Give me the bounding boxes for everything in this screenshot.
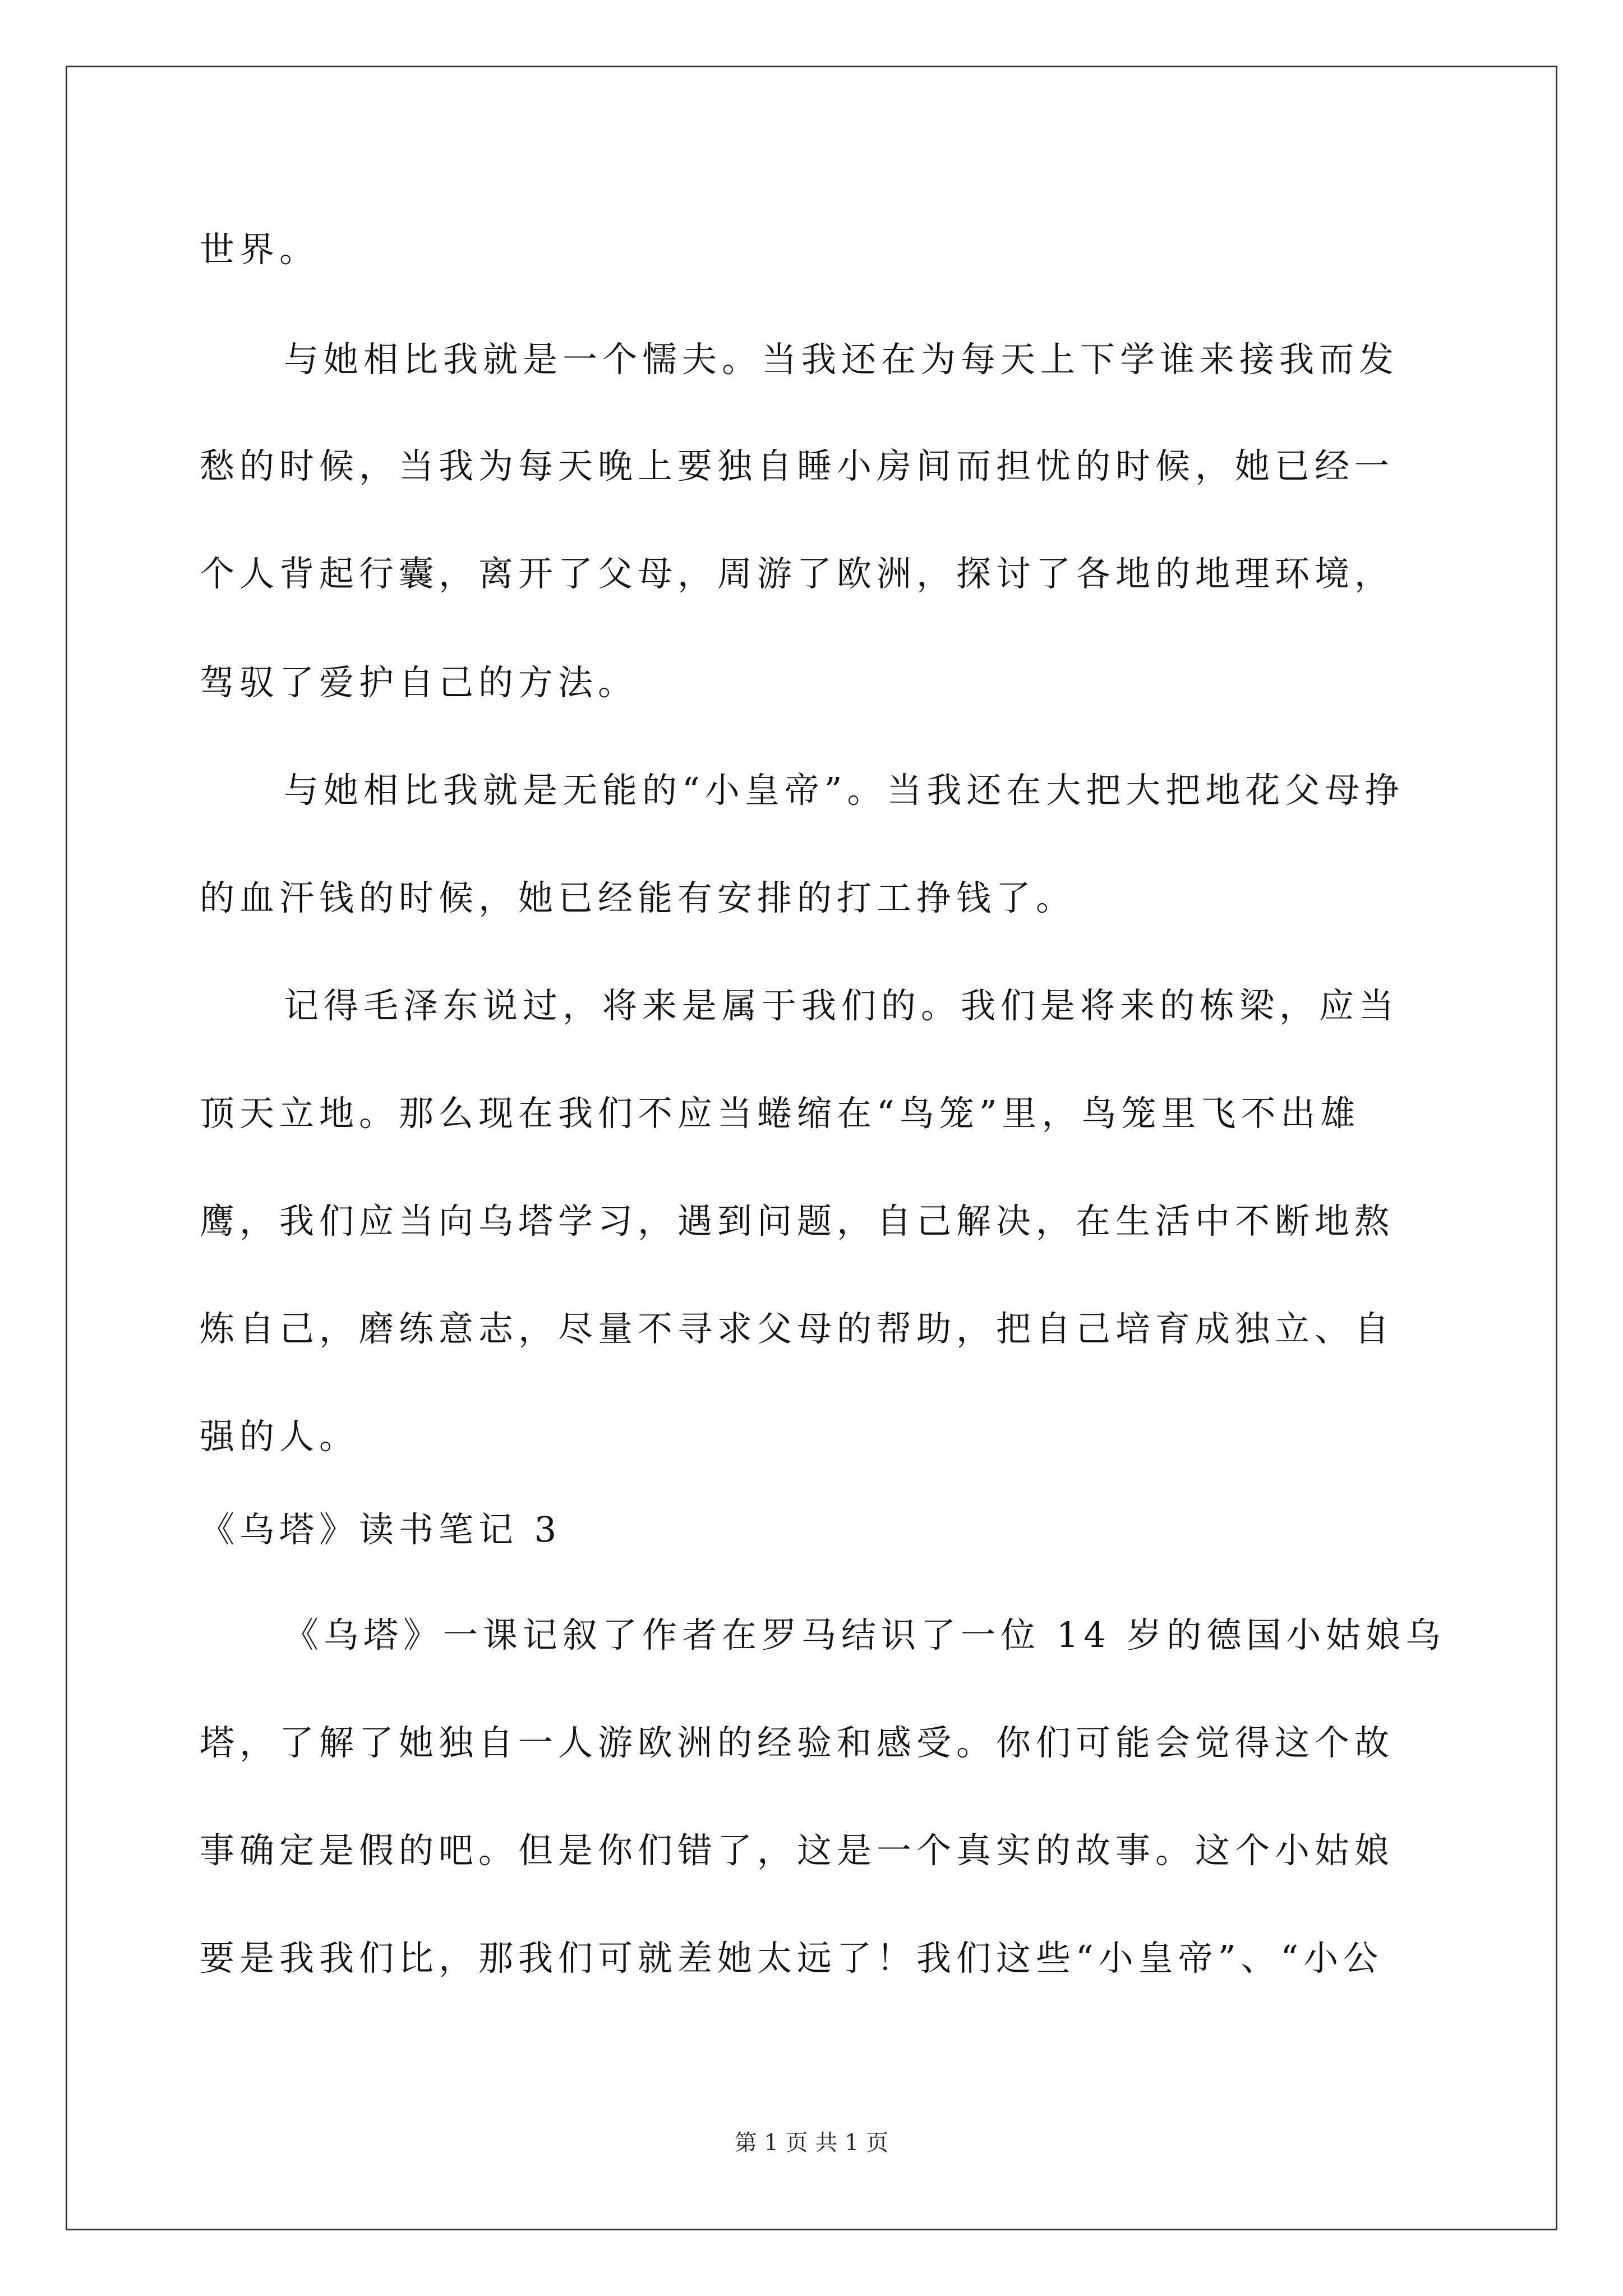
- text-line: 事确定是假的吧。但是你们错了，这是一个真实的故事。这个小姑娘: [200, 1830, 1395, 1871]
- paragraph-first-line: 与她相比我就是无能的“小皇帝”。当我还在大把大把地花父母挣: [284, 770, 1405, 811]
- text-line: 塔，了解了她独自一人游欧洲的经验和感受。你们可能会觉得这个故: [200, 1722, 1395, 1763]
- page-footer: 第 1 页 共 1 页: [734, 2130, 889, 2156]
- text-line: 炼自己，磨练意志，尽量不寻求父母的帮助，把自己培育成独立、自: [200, 1308, 1395, 1349]
- text-line: 世界。: [200, 229, 320, 270]
- text-line: 鹰，我们应当向乌塔学习，遇到问题，自己解决，在生活中不断地熬: [200, 1200, 1395, 1241]
- text-line: 愁的时候，当我为每天晚上要独自睡小房间而担忧的时候，她已经一: [200, 445, 1395, 486]
- paragraph-first-line: 记得毛泽东说过，将来是属于我们的。我们是将来的栋梁，应当: [284, 985, 1399, 1026]
- text-line: 驾驭了爱护自己的方法。: [200, 662, 638, 703]
- text-line: 要是我我们比，那我们可就差她太远了！我们这些“小皇帝”、“小公: [200, 1938, 1384, 1978]
- text-line: 强的人。: [200, 1416, 359, 1457]
- section-heading: 《乌塔》读书笔记 3: [200, 1509, 562, 1550]
- paragraph-first-line: 与她相比我就是一个懦夫。当我还在为每天上下学谁来接我而发: [284, 339, 1399, 380]
- text-line: 个人背起行囊，离开了父母，周游了欧洲，探讨了各地的地理环境，: [200, 553, 1395, 594]
- text-line: 顶天立地。那么现在我们不应当蜷缩在“鸟笼”里，鸟笼里飞不出雄: [200, 1093, 1361, 1134]
- paragraph-first-line: 《乌塔》一课记叙了作者在罗马结识了一位 14 岁的德国小姑娘乌: [284, 1614, 1446, 1655]
- page-border: [66, 66, 1557, 2230]
- text-line: 的血汗钱的时候，她已经能有安排的打工挣钱了。: [200, 877, 1076, 918]
